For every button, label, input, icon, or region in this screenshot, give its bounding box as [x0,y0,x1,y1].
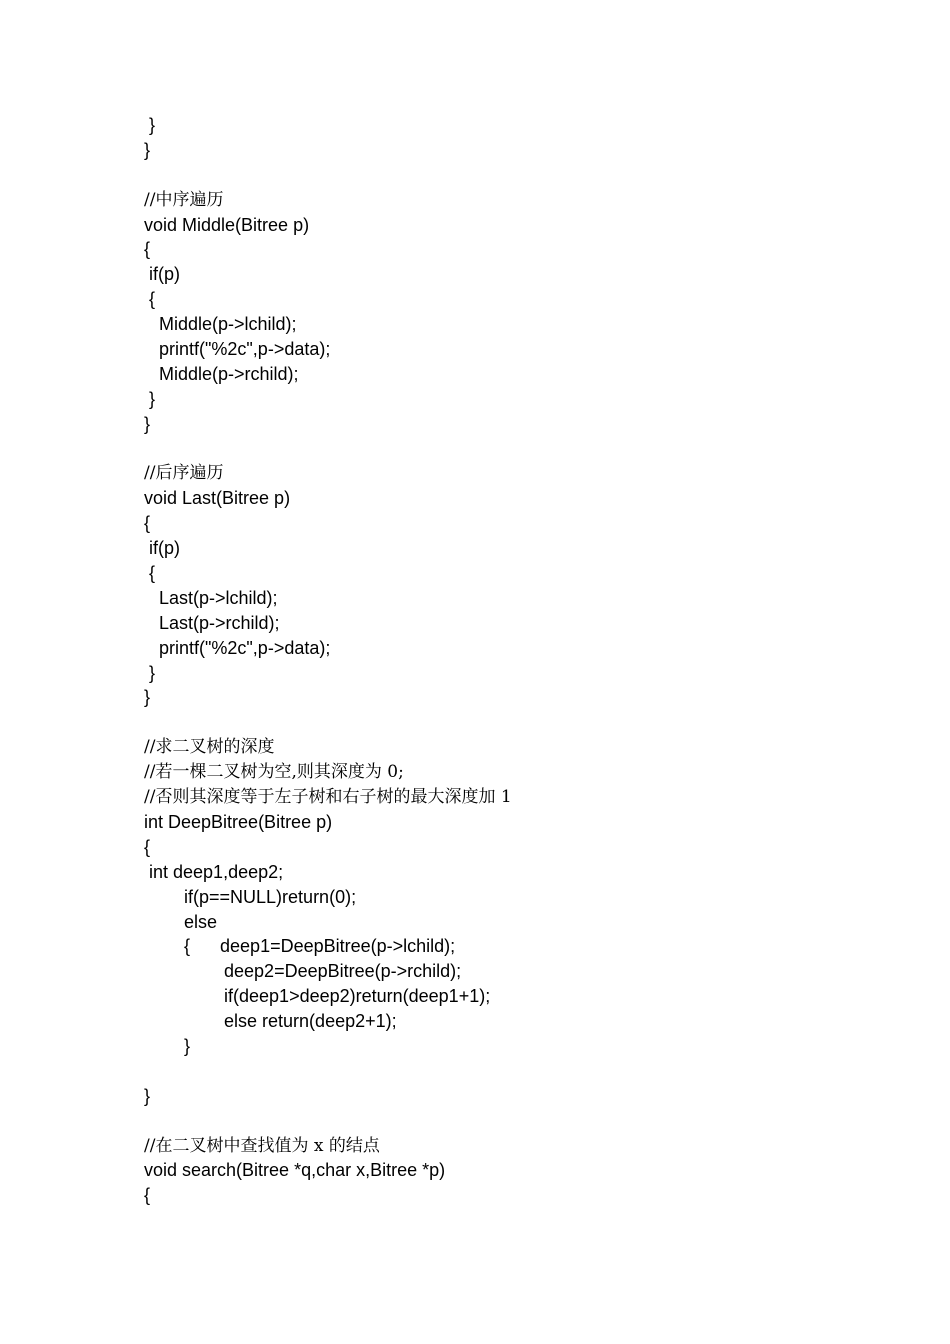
code-line: printf("%2c",p->data); [144,637,331,658]
code-line: if(p) [144,264,180,285]
code-line: Middle(p->lchild); [144,314,297,335]
comment-line: //在二叉树中查找值为 x 的结点 [144,1135,380,1156]
code-line: { [144,513,151,534]
code-line: } [144,1085,151,1106]
blank-line [144,1059,904,1084]
code-line: deep2=DeepBitree(p->rchild); [144,961,462,982]
comment-line: //中序遍历 [144,189,224,210]
blank-line [144,437,904,462]
code-line: if(p==NULL)return(0); [144,886,357,907]
code-line: int deep1,deep2; [144,861,284,882]
code-line: Middle(p->rchild); [144,363,299,384]
code-line: if(p) [144,538,180,559]
code-line: { [144,836,151,857]
code-line: printf("%2c",p->data); [144,339,331,360]
code-line: { [144,239,151,260]
comment-line: //后序遍历 [144,463,224,484]
code-line: } [144,1035,191,1056]
code-line: { [144,563,156,584]
comment-line: //否则其深度等于左子树和右子树的最大深度加 1 [144,787,512,808]
code-line: Last(p->rchild); [144,612,280,633]
code-line: void search(Bitree *q,char x,Bitree *p) [144,1160,446,1181]
blank-line [144,1109,904,1134]
code-line: else return(deep2+1); [144,1011,397,1032]
code-listing [144,113,904,1208]
comment-line: //若一棵二叉树为空,则其深度为 0; [144,762,404,783]
code-line: if(deep1>deep2)return(deep1+1); [144,986,491,1007]
code-line: } [144,115,156,135]
code-line: Last(p->lchild); [144,587,278,608]
code-line: int DeepBitree(Bitree p) [144,811,333,832]
code-line: void Middle(Bitree p) [144,214,310,235]
code-line: } [144,139,151,160]
code-line: { [144,1185,151,1206]
blank-line [144,163,904,188]
blank-line [144,710,904,735]
code-line: void Last(Bitree p) [144,488,291,509]
code-line: else [144,911,218,932]
code-line: } [144,662,156,683]
code-line: } [144,413,151,434]
code-line: } [144,388,156,409]
code-line: { deep1=DeepBitree(p->lchild); [144,936,456,957]
code-line: { [144,289,156,310]
comment-line: //求二叉树的深度 [144,737,275,758]
code-line: } [144,687,151,708]
